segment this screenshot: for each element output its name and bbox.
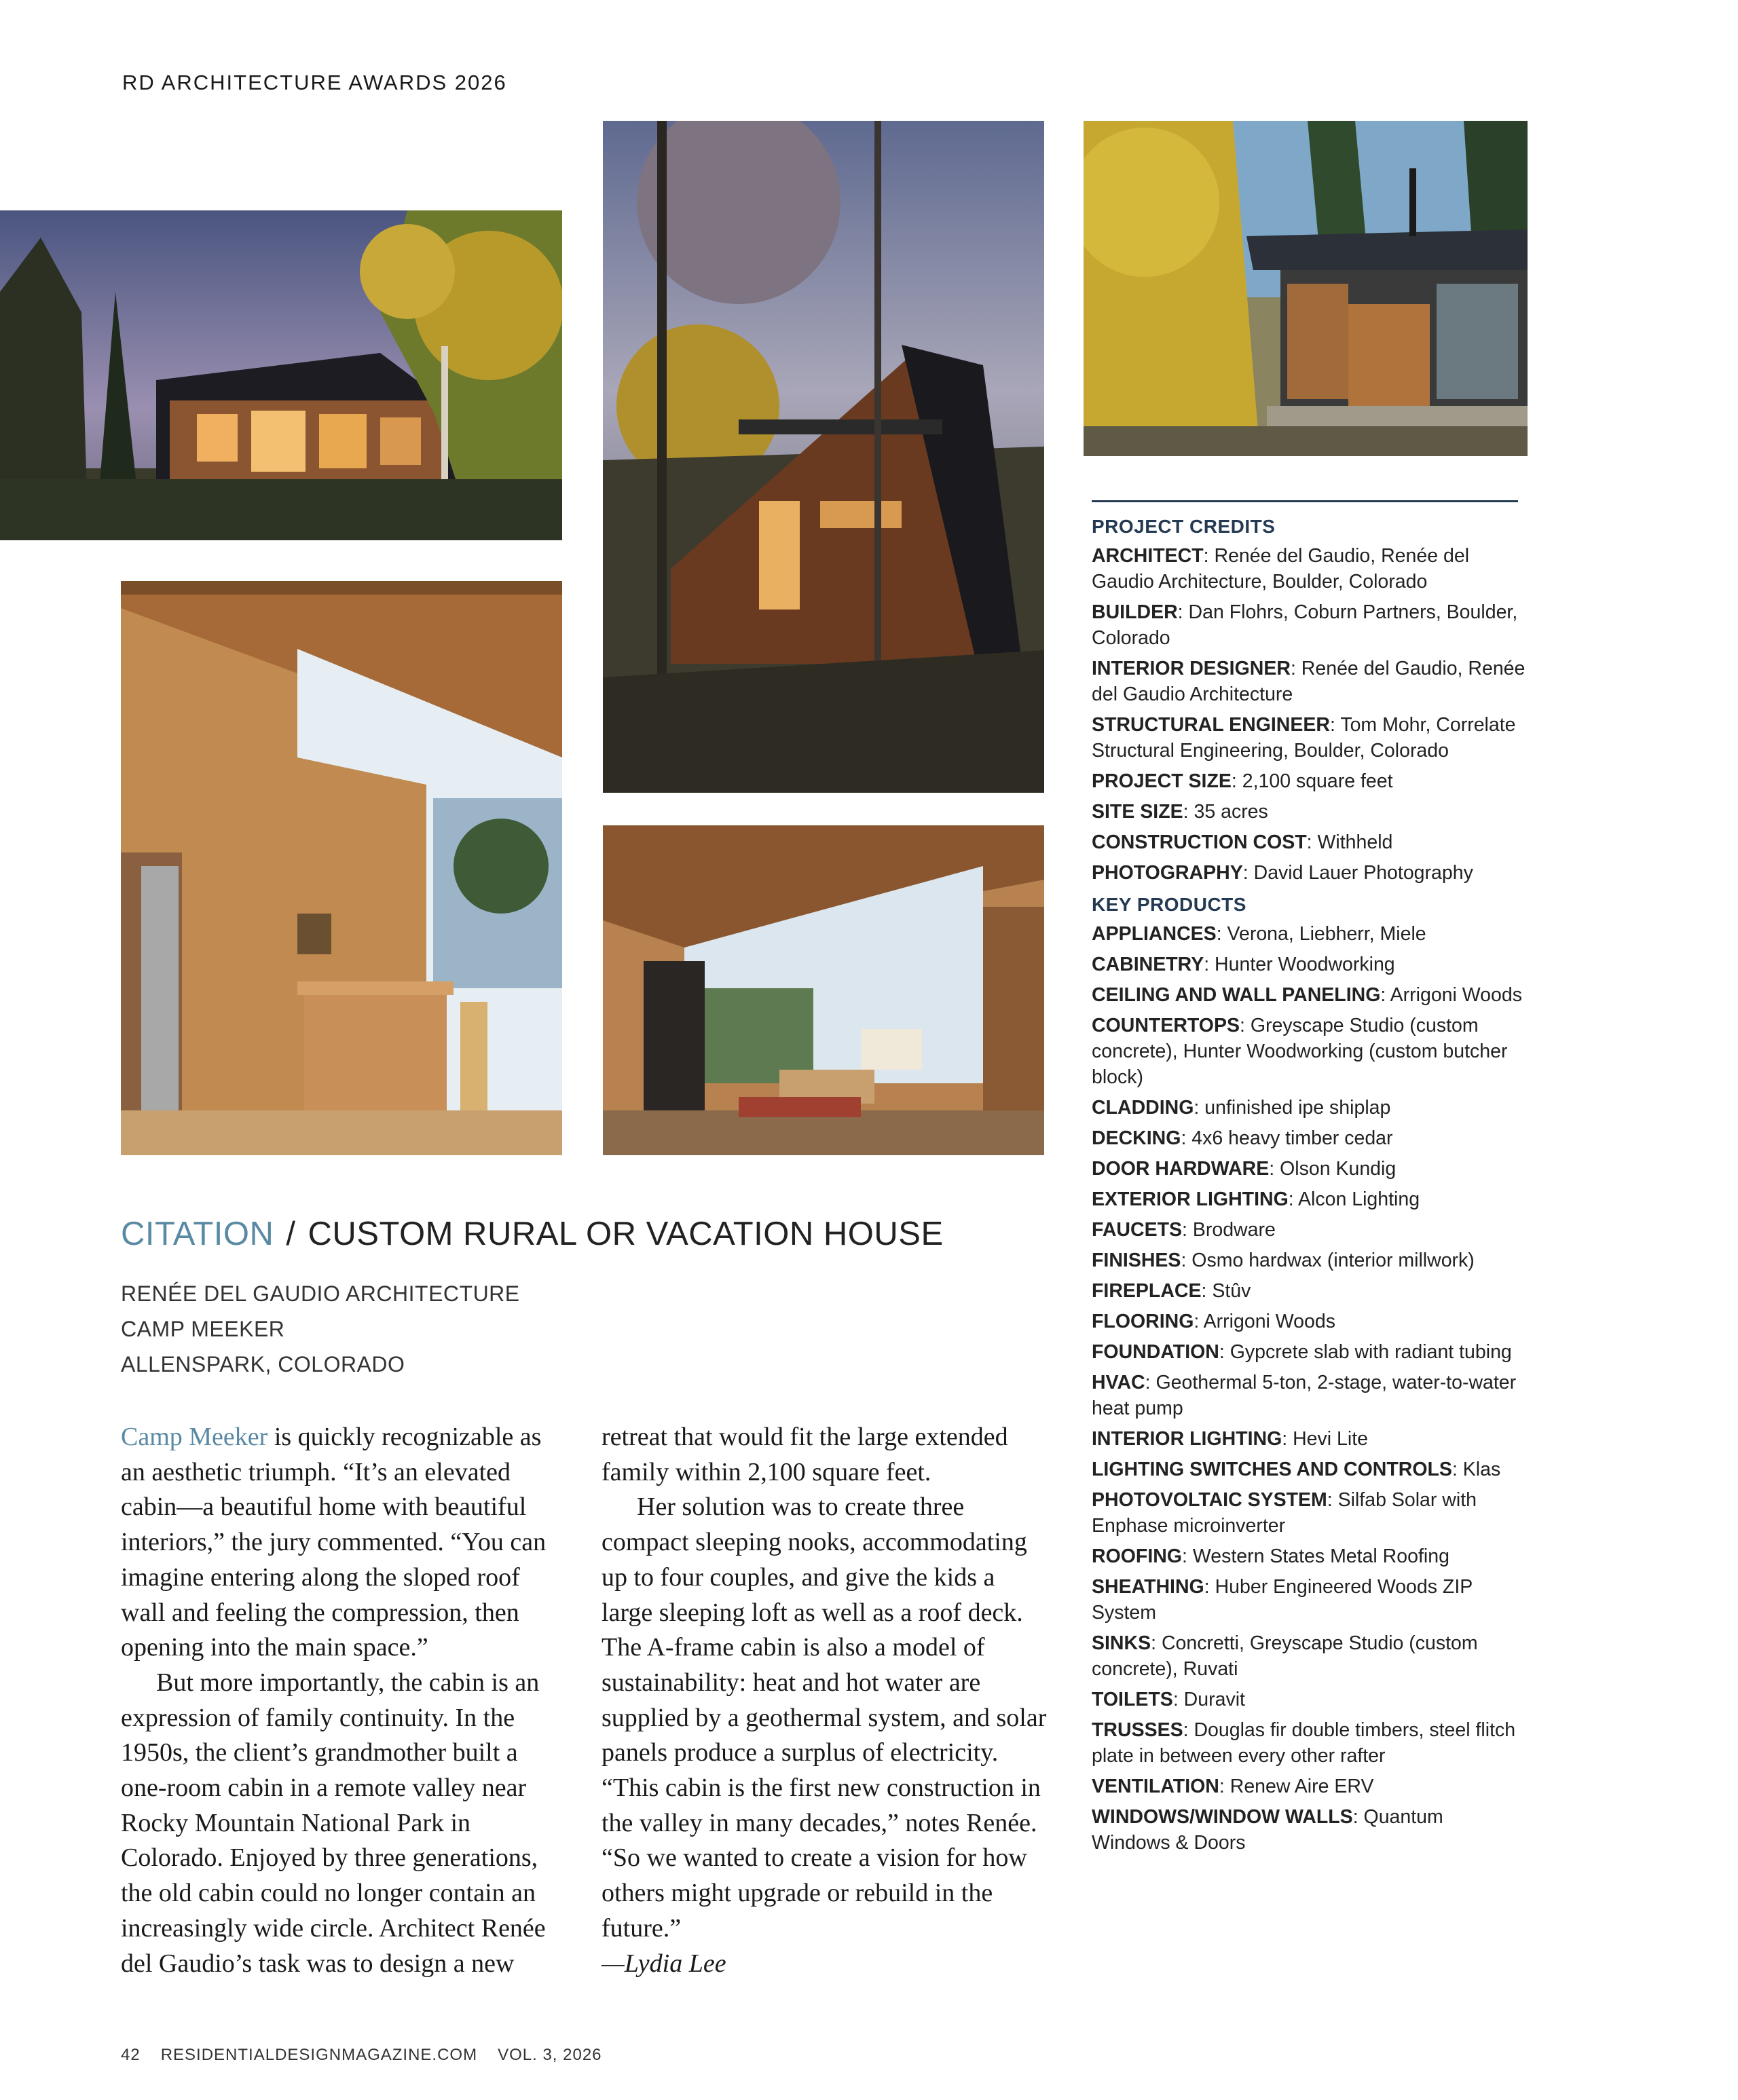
- key-product-label: PHOTOVOLTAIC SYSTEM: [1092, 1489, 1327, 1511]
- key-product-label: FINISHES: [1092, 1250, 1181, 1271]
- key-product-label: SHEATHING: [1092, 1576, 1204, 1598]
- key-product-label: COUNTERTOPS: [1092, 1015, 1240, 1036]
- key-product-value: Huber Engineered Woods ZIP System: [1092, 1576, 1473, 1624]
- project-credit-item: CONSTRUCTION COST: Withheld: [1092, 831, 1393, 853]
- project-credits-heading: PROJECT CREDITS: [1092, 516, 1276, 537]
- key-product-label: TOILETS: [1092, 1689, 1173, 1710]
- key-product-item: INTERIOR LIGHTING: Hevi Lite: [1092, 1428, 1368, 1450]
- key-product-label: HVAC: [1092, 1372, 1145, 1393]
- headline-separator: /: [286, 1216, 296, 1252]
- project-credit-value: Renée del Gaudio, Renée del Gaudio Architecture, Boulder, Colorado: [1092, 545, 1470, 593]
- key-product-value: Brodware: [1192, 1219, 1276, 1241]
- project-credit-item: INTERIOR DESIGNER: Renée del Gaudio, Renée del Gaudio Architecture: [1092, 658, 1526, 705]
- section-header: RD ARCHITECTURE AWARDS 2026: [122, 71, 507, 94]
- key-product-label: CLADDING: [1092, 1097, 1194, 1119]
- project-credit-label: PHOTOGRAPHY: [1092, 862, 1243, 884]
- key-product-item: EXTERIOR LIGHTING: Alcon Lighting: [1092, 1188, 1420, 1210]
- key-product-value: Klas: [1462, 1459, 1501, 1480]
- article-lead: Camp Meeker: [121, 1423, 268, 1451]
- key-product-value: Arrigoni Woods: [1390, 984, 1522, 1006]
- key-product-value: 4x6 heavy timber cedar: [1191, 1127, 1393, 1149]
- side-view-photo: [1084, 121, 1528, 456]
- key-product-item: CEILING AND WALL PANELING: Arrigoni Woods: [1092, 984, 1522, 1006]
- project-credits-list: [1092, 543, 1526, 886]
- key-product-label: VENTILATION: [1092, 1776, 1219, 1797]
- key-product-value: Duravit: [1183, 1689, 1245, 1710]
- credits-rule: [1092, 500, 1518, 502]
- key-product-item: SHEATHING: Huber Engineered Woods ZIP System: [1092, 1576, 1473, 1624]
- key-product-item: FOUNDATION: Gypcrete slab with radiant tubing: [1092, 1341, 1512, 1363]
- credits-sidebar: [1092, 500, 1526, 1860]
- key-product-label: FOUNDATION: [1092, 1341, 1219, 1363]
- key-product-value: Olson Kundig: [1280, 1158, 1397, 1180]
- key-product-value: Arrigoni Woods: [1203, 1311, 1335, 1332]
- project-credit-label: BUILDER: [1092, 601, 1178, 623]
- footer-site: RESIDENTIALDESIGNMAGAZINE.COM: [160, 2046, 478, 2064]
- key-product-value: Hunter Woodworking: [1215, 954, 1395, 975]
- project-credit-value: Withheld: [1317, 831, 1393, 853]
- living-room-photo: [603, 825, 1044, 1155]
- project-credit-label: CONSTRUCTION COST: [1092, 831, 1307, 853]
- key-product-label: SINKS: [1092, 1632, 1151, 1654]
- key-product-label: CABINETRY: [1092, 954, 1204, 975]
- key-product-item: TRUSSES: Douglas fir double timbers, steel flitch plate in between every other rafter: [1092, 1719, 1516, 1767]
- project-credit-value: Tom Mohr, Correlate Structural Engineering, Boulder, Colorado: [1092, 714, 1516, 762]
- key-product-label: FAUCETS: [1092, 1219, 1183, 1241]
- citation-label: CITATION: [121, 1216, 274, 1252]
- article-paragraph-1: is quickly recognizable as an aesthetic triumph. “It’s an elevated cabin—a beautiful home with beautiful interiors,” the jury commented. “You can imagine entering along the sloped roof wall and feeling the compression, then opening into the main space.”: [121, 1423, 547, 1662]
- key-product-label: LIGHTING SWITCHES AND CONTROLS: [1092, 1459, 1452, 1480]
- project-credit-label: ARCHITECT: [1092, 545, 1204, 567]
- key-products-heading: KEY PRODUCTS: [1092, 894, 1246, 915]
- key-product-label: WINDOWS/WINDOW WALLS: [1092, 1806, 1353, 1828]
- project-credit-item: ARCHITECT: Renée del Gaudio, Renée del Gaudio Architecture, Boulder, Colorado: [1092, 545, 1470, 593]
- key-product-item: COUNTERTOPS: Greyscape Studio (custom concrete), Hunter Woodworking (custom butcher block): [1092, 1015, 1508, 1088]
- page-number: 42: [121, 2046, 141, 2064]
- page-footer: [121, 2046, 623, 2065]
- key-product-value: Renew Aire ERV: [1229, 1776, 1374, 1797]
- project-credit-value: David Lauer Photography: [1253, 862, 1473, 884]
- key-product-value: Greyscape Studio (custom concrete), Hunter Woodworking (custom butcher block): [1092, 1015, 1508, 1088]
- key-product-label: CEILING AND WALL PANELING: [1092, 984, 1381, 1006]
- project-credit-item: STRUCTURAL ENGINEER: Tom Mohr, Correlate Structural Engineering, Boulder, Colorado: [1092, 714, 1516, 762]
- award-headline: [121, 1215, 944, 1253]
- key-product-value: Stûv: [1212, 1280, 1251, 1302]
- key-product-label: EXTERIOR LIGHTING: [1092, 1188, 1289, 1210]
- key-product-item: PHOTOVOLTAIC SYSTEM: Silfab Solar with Enphase microinverter: [1092, 1489, 1477, 1537]
- key-product-item: FIREPLACE: Stûv: [1092, 1280, 1251, 1302]
- firm-name: RENÉE DEL GAUDIO ARCHITECTURE: [121, 1281, 520, 1306]
- key-product-item: TOILETS: Duravit: [1092, 1689, 1245, 1710]
- key-product-value: Douglas fir double timbers, steel flitch plate in between every other rafter: [1092, 1719, 1516, 1767]
- project-credit-value: Renée del Gaudio, Renée del Gaudio Architecture: [1092, 658, 1526, 705]
- project-credit-item: PROJECT SIZE: 2,100 square feet: [1092, 770, 1393, 792]
- project-info: [121, 1276, 520, 1382]
- article-byline: —Lydia Lee: [602, 1949, 726, 1978]
- project-credit-label: INTERIOR DESIGNER: [1092, 658, 1291, 679]
- key-product-label: TRUSSES: [1092, 1719, 1183, 1741]
- key-product-item: FINISHES: Osmo hardwax (interior millwork): [1092, 1250, 1475, 1271]
- project-credit-value: Dan Flohrs, Coburn Partners, Boulder, Colorado: [1092, 601, 1518, 649]
- key-product-item: CABINETRY: Hunter Woodworking: [1092, 954, 1395, 975]
- key-product-value: Osmo hardwax (interior millwork): [1191, 1250, 1475, 1271]
- project-credit-item: SITE SIZE: 35 acres: [1092, 801, 1268, 823]
- project-credit-value: 35 acres: [1194, 801, 1268, 823]
- key-product-label: DECKING: [1092, 1127, 1181, 1149]
- key-product-item: LIGHTING SWITCHES AND CONTROLS: Klas: [1092, 1459, 1501, 1480]
- key-product-value: Silfab Solar with Enphase microinverter: [1092, 1489, 1477, 1537]
- key-product-item: CLADDING: unfinished ipe shiplap: [1092, 1097, 1391, 1119]
- key-product-label: FIREPLACE: [1092, 1280, 1202, 1302]
- kitchen-interior-photo: [121, 581, 562, 1155]
- key-product-item: ROOFING: Western States Metal Roofing: [1092, 1545, 1449, 1567]
- key-product-value: Gypcrete slab with radiant tubing: [1229, 1341, 1512, 1363]
- key-product-item: DECKING: 4x6 heavy timber cedar: [1092, 1127, 1393, 1149]
- key-product-label: APPLIANCES: [1092, 923, 1217, 945]
- article-paragraph-2: But more importantly, the cabin is an expression of family continuity. In the 1950s, the client’s grandmother built a one-room cabin in a remote valley near Rocky Mountain National Park in Colorado. Enjoyed by three generations, the old cabin could no longer contain an increasingly wide circle. Architect Renée del Gaudio’s task was to design a new: [121, 1668, 546, 1978]
- article-column-left: [121, 1420, 569, 1981]
- key-product-value: Alcon Lighting: [1298, 1188, 1420, 1210]
- project-credit-label: SITE SIZE: [1092, 801, 1183, 823]
- key-product-value: Western States Metal Roofing: [1192, 1545, 1449, 1567]
- key-product-label: INTERIOR LIGHTING: [1092, 1428, 1282, 1450]
- key-product-item: FAUCETS: Brodware: [1092, 1219, 1276, 1241]
- footer-issue: VOL. 3, 2026: [498, 2046, 602, 2064]
- article-paragraph-3: Her solution was to create three compact sleeping nooks, accommodating up to four couples, and give the kids a large sleeping loft as well as a roof deck. The A-frame cabin is also a model of sustainability: heat and hot water are supplied by a geothermal system, and solar panels produce a surplus of electricity. “This cabin is the first new construction in the valley in many decades,” notes Renée. “So we wanted to create a vision for how others might upgrade or rebuild in the future.”: [602, 1493, 1047, 1943]
- key-product-item: DOOR HARDWARE: Olson Kundig: [1092, 1158, 1397, 1180]
- key-product-label: FLOORING: [1092, 1311, 1194, 1332]
- project-location: ALLENSPARK, COLORADO: [121, 1352, 405, 1376]
- key-product-value: Quantum Windows & Doors: [1092, 1806, 1443, 1854]
- project-credit-label: PROJECT SIZE: [1092, 770, 1232, 792]
- key-product-item: HVAC: Geothermal 5-ton, 2-stage, water-to-water heat pump: [1092, 1372, 1517, 1419]
- key-product-item: VENTILATION: Renew Aire ERV: [1092, 1776, 1374, 1797]
- key-product-value: unfinished ipe shiplap: [1204, 1097, 1391, 1119]
- key-product-value: Concretti, Greyscape Studio (custom concrete), Ruvati: [1092, 1632, 1478, 1680]
- key-product-value: Verona, Liebherr, Miele: [1227, 923, 1426, 945]
- project-credit-label: STRUCTURAL ENGINEER: [1092, 714, 1330, 736]
- key-product-label: ROOFING: [1092, 1545, 1182, 1567]
- key-product-item: APPLIANCES: Verona, Liebherr, Miele: [1092, 923, 1426, 945]
- exterior-dusk-photo: [0, 210, 562, 540]
- key-product-label: DOOR HARDWARE: [1092, 1158, 1270, 1180]
- project-credit-value: 2,100 square feet: [1242, 770, 1393, 792]
- key-product-item: WINDOWS/WINDOW WALLS: Quantum Windows & Doors: [1092, 1806, 1443, 1854]
- key-product-value: Geothermal 5-ton, 2-stage, water-to-water heat pump: [1092, 1372, 1517, 1419]
- key-product-item: SINKS: Concretti, Greyscape Studio (custom concrete), Ruvati: [1092, 1632, 1478, 1680]
- key-product-value: Hevi Lite: [1293, 1428, 1368, 1450]
- project-name: CAMP MEEKER: [121, 1317, 285, 1341]
- project-credit-item: BUILDER: Dan Flohrs, Coburn Partners, Boulder, Colorado: [1092, 601, 1518, 649]
- award-category: CUSTOM RURAL OR VACATION HOUSE: [308, 1216, 944, 1252]
- article-paragraph-2-continued: retreat that would fit the large extended family within 2,100 square feet.: [602, 1423, 1008, 1486]
- project-credit-item: PHOTOGRAPHY: David Lauer Photography: [1092, 862, 1473, 884]
- key-product-item: FLOORING: Arrigoni Woods: [1092, 1311, 1335, 1332]
- article-column-right: [602, 1420, 1050, 1981]
- key-products-list: [1092, 921, 1526, 1856]
- aframe-deck-photo: [603, 121, 1044, 793]
